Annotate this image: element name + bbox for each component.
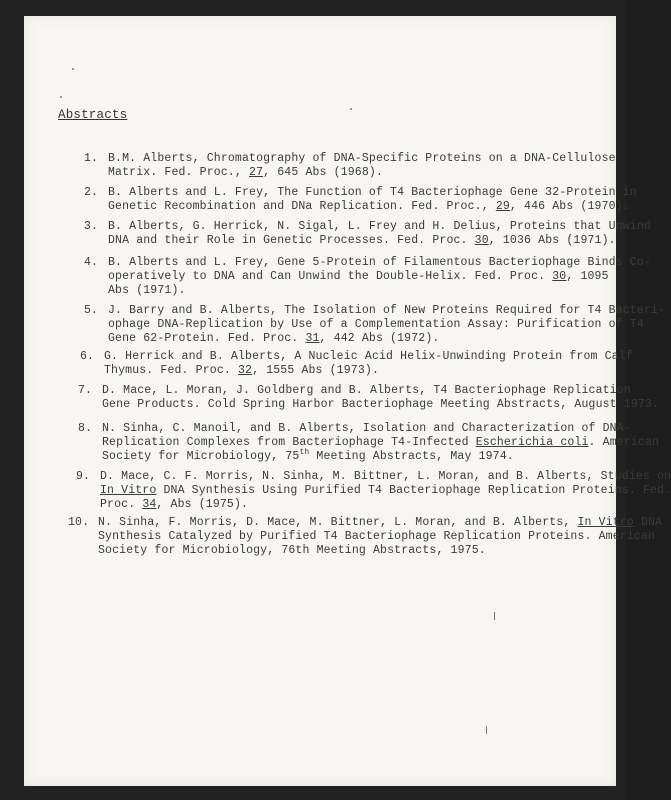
- entry-number: 10.: [68, 516, 90, 529]
- section-heading: Abstracts: [58, 108, 128, 122]
- scan-speck: [350, 108, 352, 110]
- entry-text: G. Herrick and B. Alberts, A Nucleic Acid Helix-Unwinding Protein from Calf Thymus. Fed. Proc. 32, 1555 Abs (1973).: [104, 350, 633, 377]
- scan-speck: [72, 68, 74, 70]
- entry-number: 3.: [84, 220, 99, 233]
- entry-text: D. Mace, L. Moran, J. Goldberg and B. Alberts, T4 Bacteriophage Replication Gene Products. Cold Spring Harbor Bacteriophage Meeting Abstracts, August 1973.: [102, 384, 660, 411]
- scan-speck: [494, 612, 495, 620]
- scan-speck: [486, 726, 487, 734]
- entry-number: 7.: [78, 384, 93, 397]
- entry-number: 4.: [84, 256, 99, 269]
- entry-number: 9.: [76, 470, 91, 483]
- entry-text: N. Sinha, F. Morris, D. Mace, M. Bittner, L. Moran, and B. Alberts, In Vitro DNA Synthesis Catalyzed by Purified T4 Bacteriophage Replication Proteins. American Society for Microbiology, 76th Meeting Abstracts, 1975.: [98, 516, 663, 557]
- entry-text: B. Alberts and L. Frey, The Function of T4 Bacteriophage Gene 32-Protein in Genetic Recombination and DNa Replication. Fed. Proc., 29, 446 Abs (1970).: [108, 186, 637, 213]
- entry-text: B. Alberts and L. Frey, Gene 5-Protein of Filamentous Bacteriophage Binds Co- operatively to DNA and Can Unwind the Double-Helix. Fed. Proc. 30, 1095 Abs (1971).: [108, 256, 651, 297]
- entry-number: 2.: [84, 186, 99, 199]
- scan-speck: [60, 96, 62, 98]
- entry-number: 1.: [84, 152, 99, 165]
- entry-text: B. Alberts, G. Herrick, N. Sigal, L. Frey and H. Delius, Proteins that Unwind DNA and their Role in Genetic Processes. Fed. Proc. 30, 1036 Abs (1971).: [108, 220, 651, 247]
- entry-text: B.M. Alberts, Chromatography of DNA-Specific Proteins on a DNA-Cellulose Matrix. Fed. Proc., 27, 645 Abs (1968).: [108, 152, 616, 179]
- entry-number: 6.: [80, 350, 95, 363]
- entry-text: D. Mace, C. F. Morris, N. Sinha, M. Bittner, L. Moran, and B. Alberts, Studies on In Vitro DNA Synthesis Using Purified T4 Bacteriophage Replication Proteins. Fed. Proc. 34, Abs (1975).: [100, 470, 671, 511]
- entry-number: 8.: [78, 422, 93, 435]
- entry-number: 5.: [84, 304, 99, 317]
- entry-text: J. Barry and B. Alberts, The Isolation of New Proteins Required for T4 Bacteri- ophage DNA-Replication by Use of a Complementation Assay: Purification of T4 Gene 62-Protein. Fed. Proc. 31, 442 Abs (1972).: [108, 304, 666, 345]
- entry-text: N. Sinha, C. Manoil, and B. Alberts, Isolation and Characterization of DNA- Replication Complexes from Bacteriophage T4-Infected Escherichia coli. American Society for Microbiology, 75th Meeting Abstracts, May 1974.: [102, 422, 660, 463]
